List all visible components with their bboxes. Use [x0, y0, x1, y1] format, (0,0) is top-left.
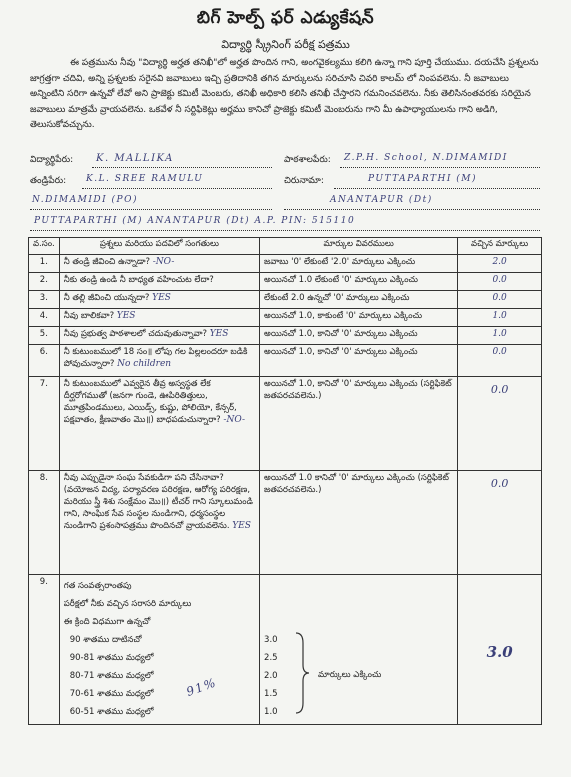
row-number: 5.	[29, 327, 60, 345]
score-cell[interactable]	[458, 575, 542, 725]
score-value: 0.0	[492, 347, 507, 357]
col-header-question: ప్రశ్నలు మరియు పదవిలో సంగతులు	[59, 238, 259, 255]
marking-cell: అయినచో 1.0 లేకుంటే '0' మార్కులు ఎక్కించు	[260, 273, 458, 291]
grades-question-cell	[59, 575, 259, 725]
answer-text[interactable]: -NO-	[223, 415, 246, 425]
table-row	[29, 291, 542, 309]
question-text: నీకు తండ్రి ఉండి నీ బాధ్యత వహించుట లేదా?	[63, 275, 214, 285]
col-header-no: వ.సం.	[29, 238, 60, 255]
grades-marking-cell	[260, 575, 458, 725]
district-value[interactable]: ANANTAPUR (Dt)	[330, 195, 433, 205]
question-text: నీ తల్లి జీవించి యున్నదా?	[63, 293, 150, 303]
address-line-2	[30, 209, 272, 210]
table-header-row	[29, 238, 542, 255]
answer-text[interactable]: YES	[152, 293, 171, 303]
village-value[interactable]: PUTTAPARTHI (M)	[368, 174, 478, 184]
form-subtitle: విద్యార్థి స్క్రీనింగ్ పరీక్ష పత్రము	[221, 38, 350, 51]
grade-band: 90-81 శాతము మధ్యలో	[69, 653, 154, 663]
grade-band: 70-61 శాతము మధ్యలో	[69, 689, 154, 699]
score-value: 0.0	[492, 275, 507, 285]
grade-points: 1.0	[264, 707, 278, 717]
marking-cell: జవాబు '0' లేకుంటే '2.0' మార్కులు ఎక్కించు	[260, 255, 458, 273]
row-number: 9.	[29, 575, 60, 725]
answer-text[interactable]: YES	[209, 329, 229, 339]
answer-text[interactable]: YES	[232, 521, 251, 531]
question-cell	[59, 309, 259, 327]
answer-text[interactable]: -NO-	[152, 257, 175, 267]
score-value: 0.0	[490, 383, 509, 396]
score-value: 1.0	[492, 329, 507, 339]
grade-points: 3.0	[264, 635, 278, 645]
answer-text[interactable]: YES	[116, 311, 136, 321]
marking-cell: అయినచో 1.0, కానిచో '0' మార్కులు ఎక్కించు (సర్టిఫికెట్ జతపరచవలెను.)	[260, 377, 458, 471]
address-line-1	[334, 188, 540, 189]
marking-cell: అయినచో 1.0 కానిచో '0' మార్కులు ఎక్కించు (సర్టిఫికెట్ జతపరచవలెను.)	[260, 471, 458, 575]
marking-cell: లేకుంటే 2.0 ఉన్నచో '0' మార్కులు ఎక్కించు	[260, 291, 458, 309]
row-number: 3.	[29, 291, 60, 309]
marking-cell: అయినచో 1.0, కానిచో '0' మార్కులు ఎక్కించు	[260, 345, 458, 377]
full-address-value[interactable]: PUTTAPARTHI (M) ANANTAPUR (Dt) A.P. PIN: 515110	[34, 216, 356, 226]
question-text: నీ కుటుంబములో ఎవ్వరైన తీవ్ర అస్వస్థత లేక దీర్ఘరోగముతో (జనగా గుండె, ఊపిరితిత్తులు, మూత్రపిండములు, ఎయిడ్స్, కుష్టు, పోలియో, కేన్సర్, పక్షవాతం, క్షీణవాతం మొ॥) బాధపడుచున్నారా?	[63, 379, 237, 425]
score-cell[interactable]	[458, 345, 542, 377]
score-value: 3.0	[486, 642, 513, 661]
grades-marking-text: మార్కులు ఎక్కించు	[318, 670, 382, 680]
school-label: పాఠశాలపేరు:	[284, 155, 331, 165]
question-text: నీవు ఎప్పుడైనా సంఘ సేవకుడిగా పని చేసినావా? (వయోజన విద్య, పర్యావరణ పరిరక్షణ, ఆరోగ్య పరిరక్షణ, మరియు స్త్రీ శిశు సంక్షేమం మొ॥) టీచర్ గాని స్కూలుమండి గాని, సాంఘిక సేవ సంస్థల నుండిగాని, ధర్మసంస్థల నుండిగాని ప్రశంసాపత్రము పొందినచో వ్రాయవలెను.	[63, 473, 253, 531]
score-cell[interactable]	[458, 255, 542, 273]
school-value[interactable]: Z.P.H. School, N.DIMAMIDI	[344, 153, 508, 163]
father-value[interactable]: K.L. SREE RAMULU	[86, 174, 204, 184]
handwritten-percentage: 91%	[184, 675, 219, 699]
address-line-3	[284, 209, 540, 210]
school-line	[340, 167, 540, 168]
row-number: 6.	[29, 345, 60, 377]
curly-brace-icon	[294, 631, 310, 715]
table-row	[29, 255, 542, 273]
grade-points: 2.5	[264, 653, 278, 663]
grade-points: 2.0	[264, 671, 278, 681]
grade-band: 90 శాతము దాటినచో	[69, 635, 142, 645]
form-title: బిగ్ హెల్ప్ ఫర్ ఎడ్యుకేషన్	[196, 8, 375, 28]
question-cell	[59, 327, 259, 345]
col-header-marking: మార్కుల వివరములు	[260, 238, 458, 255]
score-value: 1.0	[492, 311, 507, 321]
grade-band: 60-51 శాతము మధ్యలో	[69, 707, 154, 717]
question-cell	[59, 345, 259, 377]
score-value: 0.0	[490, 477, 509, 490]
row-number: 8.	[29, 471, 60, 575]
father-label: తండ్రిపేరు:	[30, 176, 67, 186]
table-row	[29, 327, 542, 345]
question-cell	[59, 291, 259, 309]
question-text: నీవు బాలికవా?	[63, 311, 115, 321]
score-cell[interactable]	[458, 471, 542, 575]
grades-intro-3: ఈ క్రింది విధముగా ఉన్నచో	[63, 617, 151, 627]
student-name-line	[92, 167, 272, 168]
table-row	[29, 377, 542, 471]
question-cell	[59, 377, 259, 471]
score-cell[interactable]	[458, 327, 542, 345]
father-line	[82, 188, 272, 189]
marking-cell: అయినచో 1.0, కాకుంటే '0' మార్కులు ఎక్కించు	[260, 309, 458, 327]
score-cell[interactable]	[458, 377, 542, 471]
row-number: 2.	[29, 273, 60, 291]
student-name-label: విద్యార్థిపేరు:	[30, 155, 74, 165]
mandal-value[interactable]: N.DIMAMIDI (PO)	[32, 195, 139, 205]
grades-intro-2: పరీక్షలో నీకు వచ్చిన సరాసరి మార్కులు	[63, 599, 192, 609]
score-value: 0.0	[492, 293, 507, 303]
score-value: 2.0	[492, 257, 507, 267]
score-cell[interactable]	[458, 291, 542, 309]
table-row	[29, 309, 542, 327]
grade-band: 80-71 శాతము మధ్యలో	[69, 671, 154, 681]
table-row	[29, 273, 542, 291]
answer-text[interactable]: No children	[117, 359, 172, 369]
marking-cell: అయినచో 1.0, కానిచో '0' మార్కులు ఎక్కించు	[260, 327, 458, 345]
table-row	[29, 471, 542, 575]
question-text: నీ తండ్రి జీవించి ఉన్నాడా?	[63, 257, 151, 267]
question-text: నీ కుటుంబములో 18 సం॥ లోపు గల పిల్లలందరూ బడికి పోవుచున్నారా?	[63, 347, 248, 369]
row-number: 4.	[29, 309, 60, 327]
col-header-marks: వచ్చిన మార్కులు	[458, 238, 542, 255]
instructions-paragraph: ఈ పత్రమును నీవు "విద్యార్థి అర్హత తనిఖీ"లో అర్హత పొందిన గాని, అంగవైకల్యము కలిగి ఉన్నా గాని పూర్తి చేయుము. దయచేసి ప్రశ్నలను జాగ్రత్తగా చదివి, అన్ని ప్రశ్నలకు సరైనవి జవాబులు ఇచ్చి ప్రతిదానికి తగిన మార్కులను సరిచూసి చివరి కాలమ్ లో నింపవలెను. నీ జవాబులు అన్నింటిని సరిగా ఉన్నవో లేవో అని ప్రాజెక్టు కమిటీ మెంబరు, తనిఖీ అధికారి కలిసి తనిఖీ చేస్తారని గమనించవలెను. నీకు తెలిసినంతవరకు సరియైన జవాబులు మాత్రమే వ్రాయవలెను. ఒకవేళ నీ సర్టిఫికెట్లు అర్హము కానిచో ప్రాజెక్టు కమిటీ మెంబరును గాని మీ ఉపాధ్యాయులను గాని అడిగి, తెలుసుకోవచ్చును.	[30, 58, 539, 130]
question-cell	[59, 273, 259, 291]
table-row	[29, 345, 542, 377]
student-name-value[interactable]: K. MALLIKA	[96, 153, 174, 164]
grade-points: 1.5	[264, 689, 278, 699]
question-text: నీవు ప్రభుత్వ పాఠశాలలో చదువుతున్నావా?	[63, 329, 207, 339]
question-cell	[59, 471, 259, 575]
grades-intro-1: గత సంవత్సరాంతపు	[63, 581, 132, 591]
row-number: 1.	[29, 255, 60, 273]
question-cell	[59, 255, 259, 273]
score-cell[interactable]	[458, 273, 542, 291]
address-label: చిరునామా:	[284, 176, 324, 186]
address-line-4	[30, 230, 540, 231]
screening-table	[28, 237, 542, 725]
score-cell[interactable]	[458, 309, 542, 327]
table-row-grades	[29, 575, 542, 725]
row-number: 7.	[29, 377, 60, 471]
